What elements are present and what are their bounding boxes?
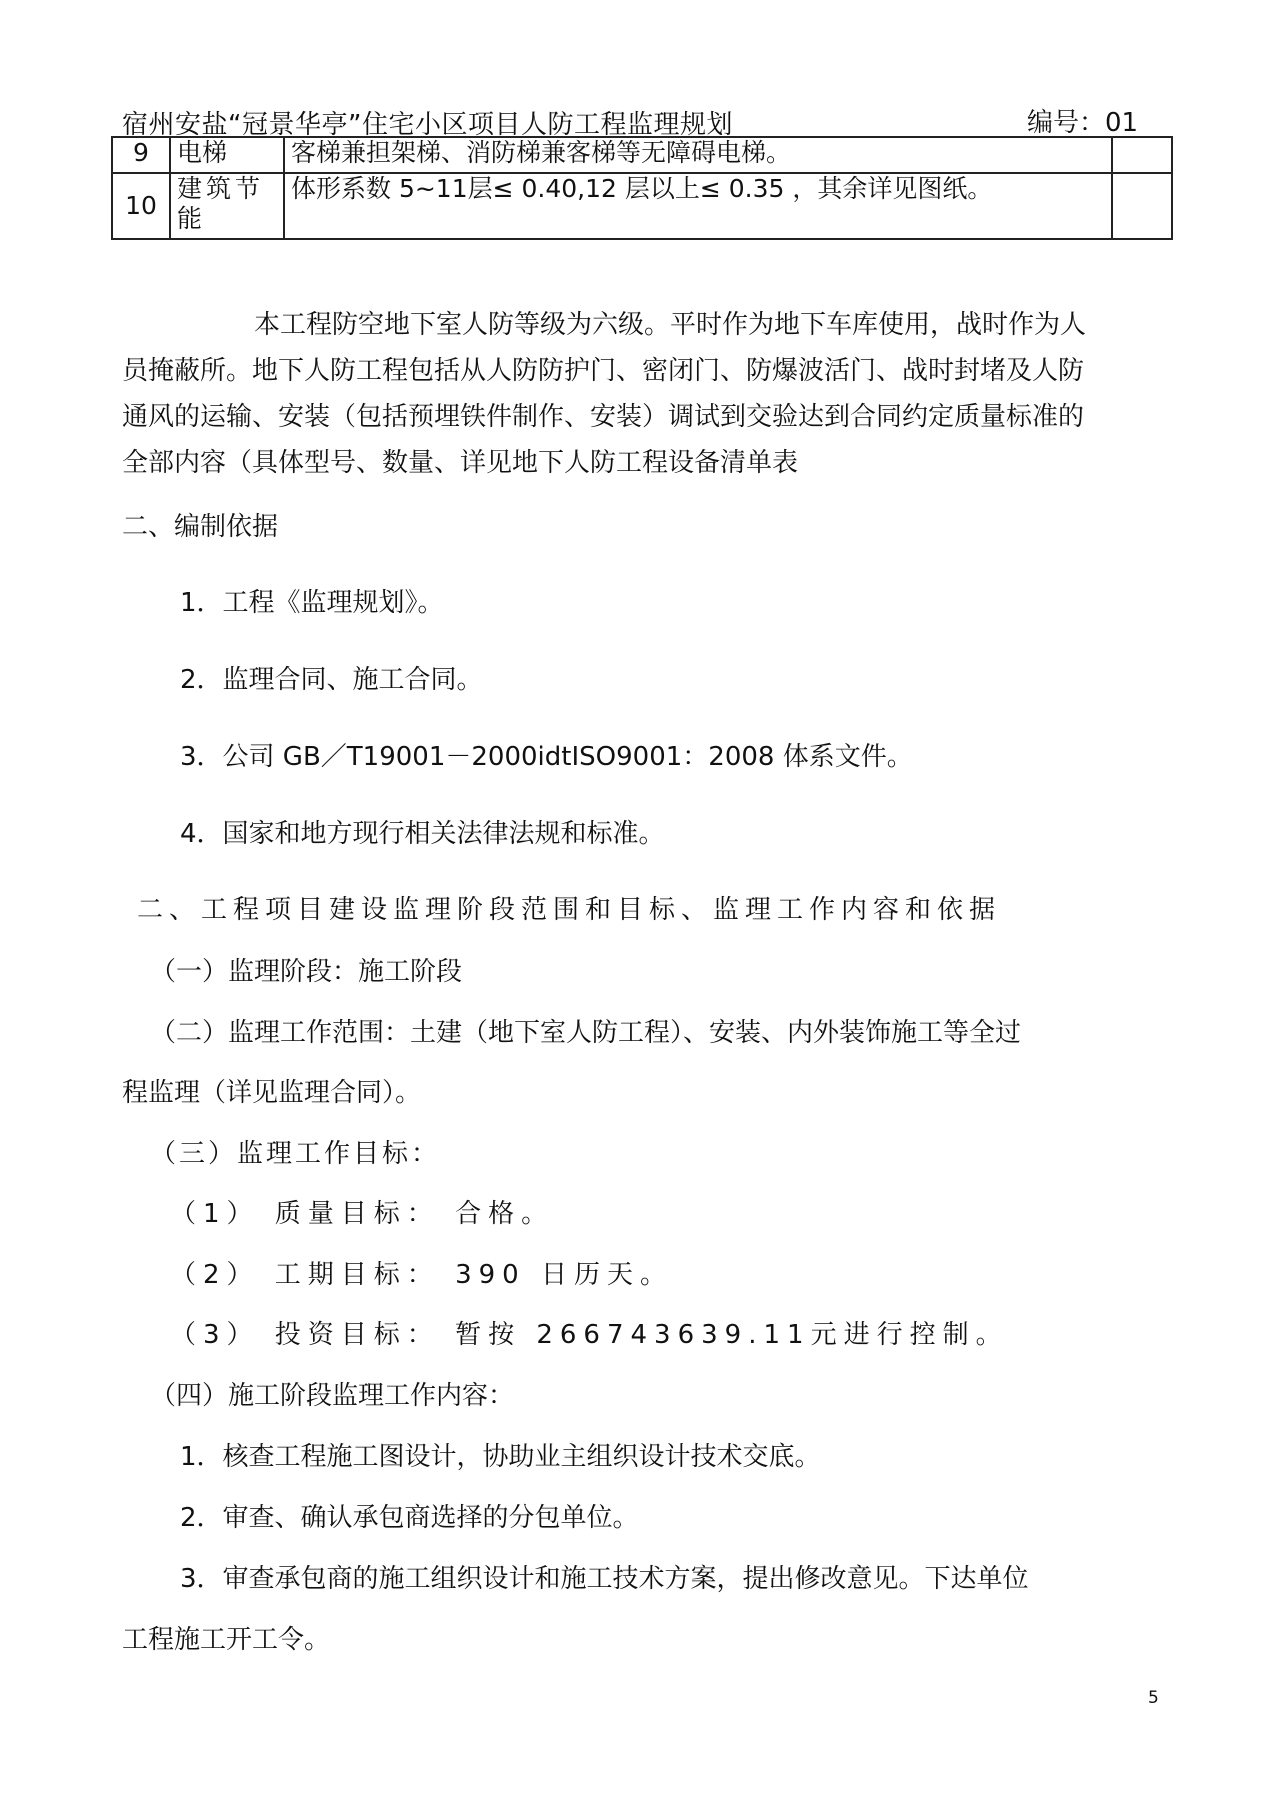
goals-heading: （三）监理工作目标： [150,1139,441,1169]
work-item: 2．审查、确认承包商选择的分包单位。 [180,1503,639,1533]
goal-item: （2） 工期目标： 390 日历天。 [170,1260,673,1290]
document-number: 编号：01 [1027,108,1139,138]
intro-line: 全部内容（具体型号、数量、详见地下人防工程设备清单表 [122,448,799,478]
goal-item: （1） 质量目标： 合格。 [170,1199,555,1229]
page-number: 5 [1148,1688,1159,1708]
row-item: 建筑节能 [170,173,284,239]
row-content: 客梯兼担架梯、消防梯兼客梯等无障碍电梯。 [284,137,1112,173]
row-content: 体形系数 5~11层≤ 0.40,12 层以上≤ 0.35 ，其余详见图纸。 [284,173,1112,239]
scope-stage: （一）监理阶段：施工阶段 [150,957,463,987]
basis-item: 1．工程《监理规划》。 [180,588,444,618]
basis-item: 3．公司 GB／T19001－2000idtISO9001：2008 体系文件。 [180,742,913,772]
scope-range: 程监理（详见监理合同）。 [122,1078,422,1108]
scope-range: （二）监理工作范围：土建（地下室人防工程）、安装、内外装饰施工等全过 [150,1018,1022,1048]
work-item: 3．审查承包商的施工组织设计和施工技术方案，提出修改意见。下达单位 [180,1564,1029,1594]
table-row [112,137,1172,173]
row-item: 电梯 [170,137,284,173]
work-item-continued: 工程施工开工令。 [122,1625,331,1655]
row-number: 10 [112,173,170,239]
goal-item: （3） 投资目标： 暂按 266743639.11元进行控制。 [170,1320,1009,1350]
table-row [112,173,1172,239]
row-note [1112,137,1172,173]
basis-item: 2．监理合同、施工合同。 [180,665,483,695]
intro-line: 员掩蔽所。地下人防工程包括从人防防护门、密闭门、防爆波活门、战时封堵及人防 [122,356,1085,386]
work-item: 1．核查工程施工图设计，协助业主组织设计技术交底。 [180,1442,821,1472]
work-heading: （四）施工阶段监理工作内容： [150,1381,515,1411]
section-heading: 二、工程项目建设监理阶段范围和目标、监理工作内容和依据 [137,895,1002,925]
row-number: 9 [112,137,170,173]
basis-item: 4．国家和地方现行相关法律法规和标准。 [180,819,665,849]
spec-table [111,136,1173,240]
row-note [1112,173,1172,239]
intro-line: 本工程防空地下室人防等级为六级。平时作为地下车库使用，战时作为人 [254,310,1087,340]
section-heading: 二、编制依据 [122,512,279,542]
intro-line: 通风的运输、安装（包括预埋铁件制作、安装）调试到交验达到合同约定质量标准的 [122,402,1085,432]
document-header-title: 宿州安盐“冠景华亭”住宅小区项目人防工程监理规划 [122,110,733,140]
